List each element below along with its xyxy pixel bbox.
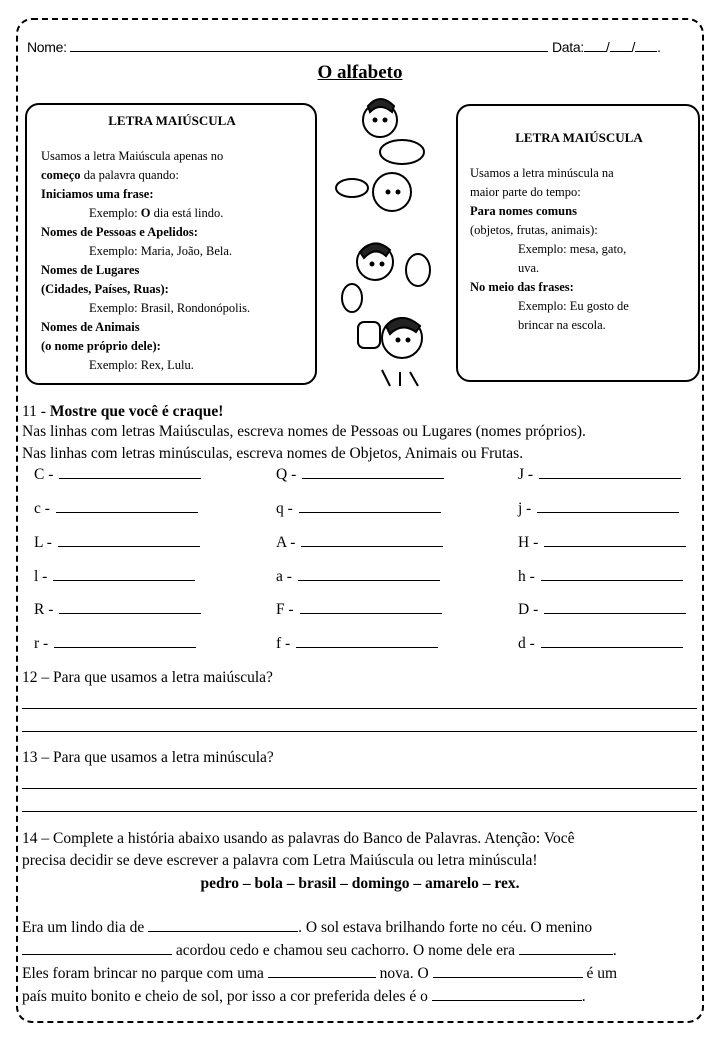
letter-label: C -	[34, 466, 54, 483]
letter-row	[34, 534, 200, 552]
box-text: Usamos a letra minúscula na	[470, 166, 614, 180]
letter-label: J -	[518, 466, 534, 483]
letter-row	[34, 500, 198, 518]
letter-answer-line[interactable]	[541, 568, 683, 581]
letter-row	[34, 466, 201, 484]
story-line-1: Era um lindo dia de . O sol estava brilhando forte no céu. O menino	[22, 919, 593, 936]
letter-answer-line[interactable]	[302, 466, 444, 479]
letter-answer-line[interactable]	[299, 500, 441, 513]
box-heading: LETRA MAIÚSCULA	[515, 130, 643, 145]
letter-row	[518, 601, 686, 619]
letter-label: Q -	[276, 466, 297, 483]
rule-heading: (o nome próprio dele):	[41, 339, 161, 353]
blank-pedro[interactable]	[22, 942, 172, 955]
header-row: Nome: Data: / / .	[27, 39, 661, 55]
letter-answer-line[interactable]	[56, 500, 198, 513]
letter-label: r -	[34, 635, 49, 652]
rule-heading: Nomes de Animais	[41, 320, 140, 334]
date-separator: /	[631, 39, 636, 55]
question-11-title: 11 - Mostre que você é craque!	[22, 403, 224, 420]
rule-heading: No meio das frases:	[470, 280, 574, 294]
letter-label: L -	[34, 534, 52, 551]
box-heading: LETRA MAIÚSCULA	[108, 113, 236, 128]
question-13-text: 13 – Para que usamos a letra minúscula?	[22, 749, 274, 766]
letter-answer-line[interactable]	[296, 635, 438, 648]
letter-row	[518, 500, 679, 518]
letter-label: l -	[34, 568, 48, 585]
box-text: maior parte do tempo:	[470, 185, 581, 199]
question-12-text: 12 – Para que usamos a letra maiúscula?	[22, 669, 273, 686]
example-text: Exemplo: Eu gosto de	[518, 299, 629, 313]
letter-answer-line[interactable]	[301, 534, 443, 547]
letter-label: D -	[518, 601, 539, 618]
rule-heading: Para nomes comuns	[470, 204, 577, 218]
page-title: O alfabeto	[317, 62, 403, 83]
letter-answer-line[interactable]	[544, 601, 686, 614]
letter-label: f -	[276, 635, 291, 652]
uppercase-rules-box	[25, 103, 317, 385]
example-text: brincar na escola.	[518, 318, 606, 332]
letter-answer-line[interactable]	[539, 466, 681, 479]
blank-rex[interactable]	[519, 942, 613, 955]
date-day-field[interactable]	[584, 39, 606, 52]
blank-brasil[interactable]	[433, 965, 583, 978]
letter-answer-line[interactable]	[59, 601, 201, 614]
letter-label: h -	[518, 568, 535, 585]
letter-answer-line[interactable]	[53, 568, 195, 581]
letter-row	[276, 635, 438, 653]
story-line-4: país muito bonito e cheio de sol, por isso a cor preferida deles é o .	[22, 988, 586, 1005]
rule-heading: Nomes de Lugares	[41, 263, 140, 277]
letter-answer-line[interactable]	[59, 466, 201, 479]
story-line-3: Eles foram brincar no parque com uma nova. O é um	[22, 965, 618, 982]
date-separator: /	[605, 39, 610, 55]
letter-label: F -	[276, 601, 294, 618]
letter-label: q -	[276, 500, 293, 517]
letter-row	[276, 534, 443, 552]
lowercase-rules-box	[456, 104, 700, 382]
letter-answer-line[interactable]	[300, 601, 442, 614]
blank-amarelo[interactable]	[432, 988, 582, 1001]
letter-answer-line[interactable]	[54, 635, 196, 648]
letter-answer-line[interactable]	[541, 635, 683, 648]
name-label: Nome:	[27, 39, 67, 55]
rule-heading: (Cidades, Países, Ruas):	[41, 282, 169, 296]
date-label: Data:	[551, 39, 584, 55]
example-text: Exemplo: Maria, João, Bela.	[89, 244, 233, 258]
letter-label: R -	[34, 601, 54, 618]
letter-row	[518, 635, 683, 653]
question-14-line-1: 14 – Complete a história abaixo usando as palavras do Banco de Palavras. Atenção: Você	[22, 830, 575, 847]
letter-label: c -	[34, 500, 50, 517]
example-text: uva.	[518, 261, 540, 275]
answer-line[interactable]	[22, 731, 697, 732]
letter-label: H -	[518, 534, 539, 551]
example-text: Exemplo: O dia está lindo.	[89, 206, 224, 220]
letter-row	[518, 534, 686, 552]
example-text: Exemplo: mesa, gato,	[518, 242, 627, 256]
answer-line[interactable]	[22, 811, 697, 812]
blank-domingo[interactable]	[148, 919, 298, 932]
example-text: Exemplo: Rex, Lulu.	[89, 358, 194, 372]
letter-label: A -	[276, 534, 296, 551]
letter-label: j -	[518, 500, 532, 517]
letter-label: d -	[518, 635, 535, 652]
question-14-line-2: precisa decidir se deve escrever a palavra com Letra Maiúscula ou letra minúscula!	[22, 852, 538, 869]
letter-label: a -	[276, 568, 292, 585]
rule-heading: Iniciamos uma frase:	[41, 187, 154, 201]
letter-answer-line[interactable]	[298, 568, 440, 581]
letter-row	[276, 466, 444, 484]
word-bank: pedro – bola – brasil – domingo – amarelo – rex.	[200, 875, 520, 892]
letter-row	[276, 500, 441, 518]
box-text: (objetos, frutas, animais):	[470, 223, 598, 237]
box-text: começo da palavra quando:	[41, 168, 179, 182]
box-text: Usamos a letra Maiúscula apenas no	[41, 149, 224, 163]
letter-row	[276, 601, 442, 619]
letter-answer-line[interactable]	[537, 500, 679, 513]
cartoon-children-climbing-icon	[330, 90, 450, 390]
letter-row	[518, 466, 681, 484]
letter-answer-line[interactable]	[544, 534, 686, 547]
story-line-2: acordou cedo e chamou seu cachorro. O nome dele era .	[22, 941, 617, 961]
date-year-field[interactable]	[635, 39, 657, 52]
blank-bola[interactable]	[268, 965, 376, 978]
date-month-field[interactable]	[610, 39, 632, 52]
question-11-instruction-2: Nas linhas com letras minúsculas, escreva nomes de Objetos, Animais ou Frutas.	[22, 445, 524, 462]
letter-answer-line[interactable]	[58, 534, 200, 547]
answer-line[interactable]	[22, 788, 697, 789]
letter-row	[34, 568, 195, 586]
question-11-instruction-1: Nas linhas com letras Maiúsculas, escreva nomes de Pessoas ou Lugares (nomes próprios).	[22, 423, 586, 440]
letter-row	[34, 635, 196, 653]
letter-row	[518, 568, 683, 586]
answer-line[interactable]	[22, 708, 697, 709]
name-field[interactable]	[70, 39, 548, 52]
rule-heading: Nomes de Pessoas e Apelidos:	[41, 225, 198, 239]
example-text: Exemplo: Brasil, Rondonópolis.	[89, 301, 251, 315]
letter-row	[34, 601, 201, 619]
letter-row	[276, 568, 440, 586]
